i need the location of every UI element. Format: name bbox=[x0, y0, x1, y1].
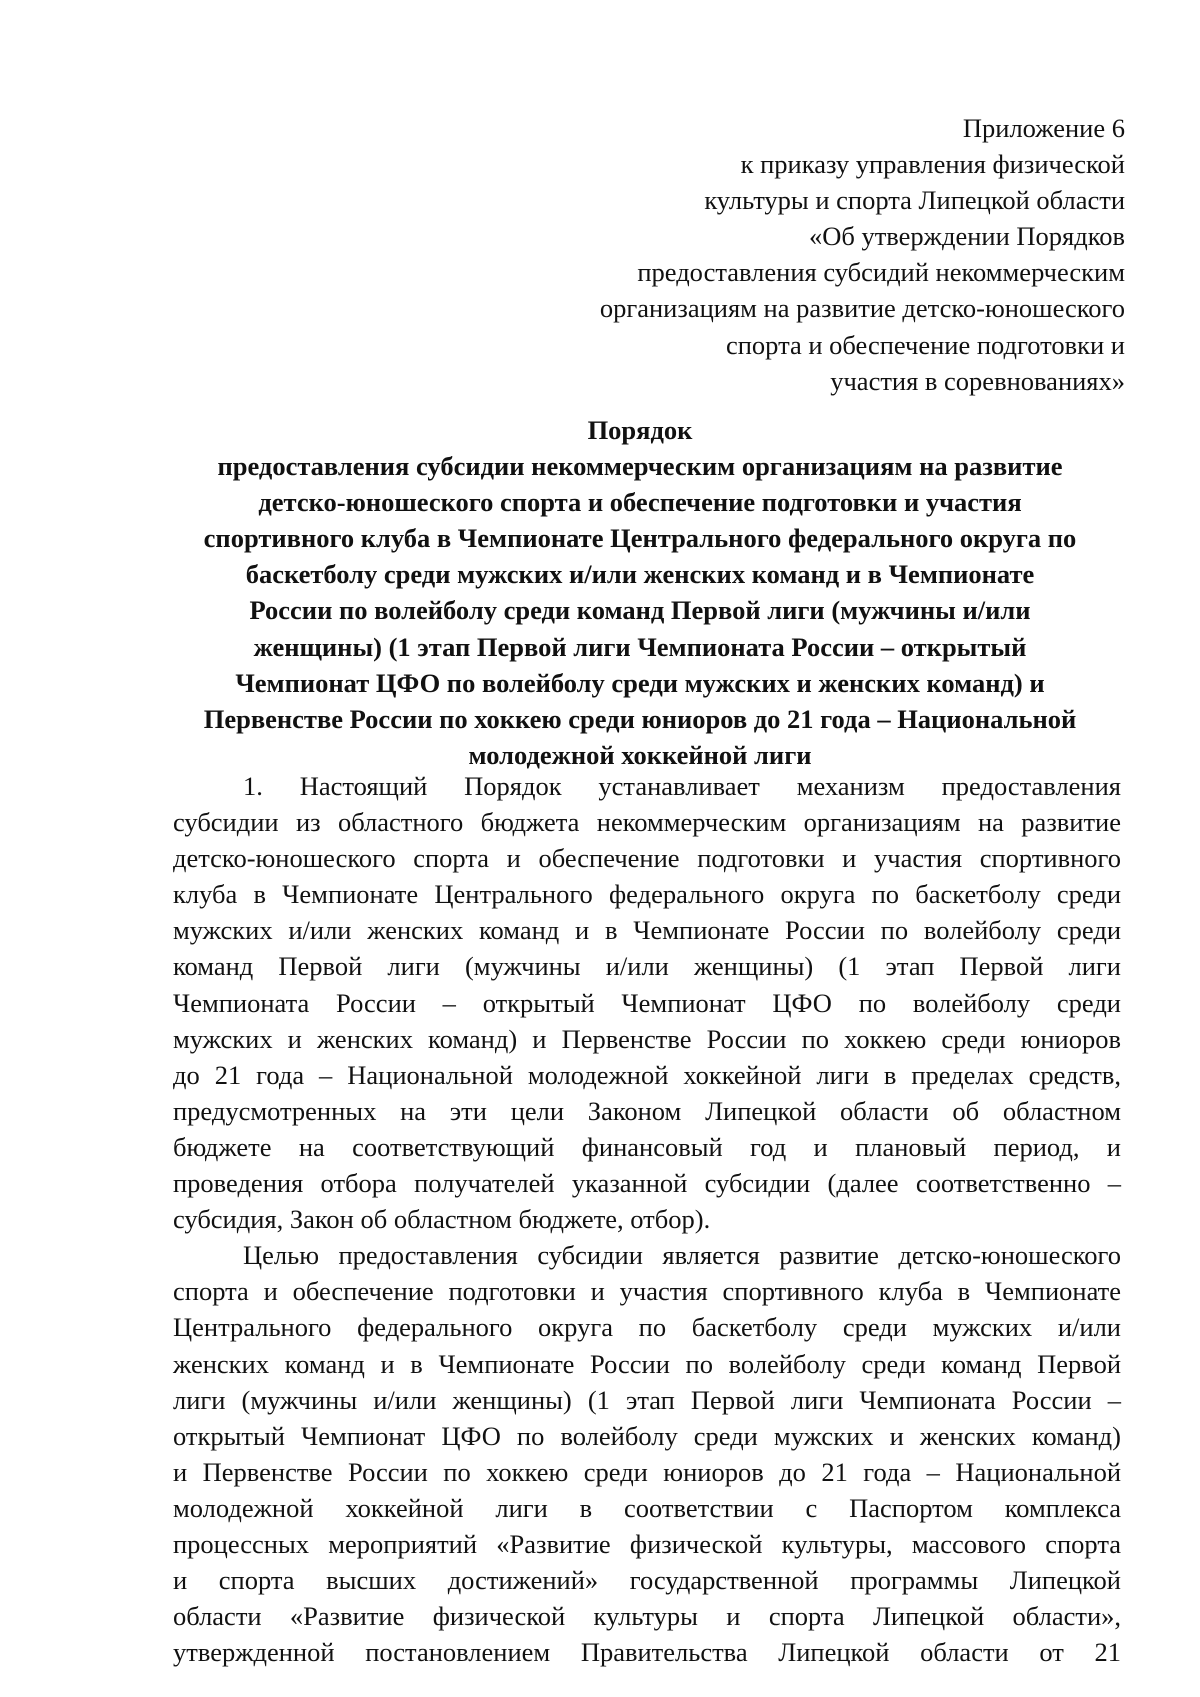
paragraph-line: бюджете на соответствующий финансовый год и плановый период, и bbox=[173, 1131, 1121, 1162]
title-line: баскетболу среди мужских и/или женских команд и в Чемпионате bbox=[245, 559, 1035, 590]
appendix-header bbox=[505, 110, 1125, 399]
paragraph-2 bbox=[173, 1237, 1121, 1670]
paragraph-line: 1. Настоящий Порядок устанавливает механизм предоставления bbox=[243, 771, 1121, 801]
paragraph-line: Целью предоставления субсидии является развитие детско-юношеского bbox=[243, 1240, 1121, 1271]
title-line: предоставления субсидии некоммерческим организациям на развитие bbox=[217, 451, 1063, 482]
paragraph-line: лиги (мужчины и/или женщины) (1 этап Первой лиги Чемпионата России – bbox=[173, 1384, 1121, 1415]
title-line: молодежной хоккейной лиги bbox=[468, 739, 812, 770]
title-line: России по волейболу среди команд Первой лиги (мужчины и/или bbox=[249, 595, 1031, 626]
title-line: Чемпионат ЦФО по волейболу среди мужских и женских команд) и bbox=[235, 667, 1045, 698]
appendix-line: организациям на развитие детско-юношеского bbox=[599, 293, 1125, 324]
document-title bbox=[150, 412, 1130, 773]
paragraph-line: до 21 года – Национальной молодежной хоккейной лиги в пределах средств, bbox=[173, 1059, 1121, 1090]
paragraph-1 bbox=[173, 768, 1121, 1237]
paragraph-line: проведения отбора получателей указанной субсидии (далее соответственно – bbox=[173, 1168, 1121, 1199]
appendix-line: «Об утверждении Порядков bbox=[808, 221, 1125, 252]
appendix-line: спорта и обеспечение подготовки и bbox=[725, 329, 1125, 360]
title-line: Первенстве России по хоккею среди юниоров до 21 года – Национальной bbox=[203, 703, 1077, 734]
paragraph-line: открытый Чемпионат ЦФО по волейболу среди мужских и женских команд) bbox=[173, 1420, 1121, 1451]
paragraph-line: мужских и женских команд) и Первенстве России по хоккею среди юниоров bbox=[173, 1023, 1121, 1054]
appendix-line: участия в соревнованиях» bbox=[830, 365, 1125, 396]
appendix-line: к приказу управления физической bbox=[740, 149, 1125, 180]
paragraph-line: спорта и обеспечение подготовки и участия спортивного клуба в Чемпионате bbox=[173, 1276, 1121, 1307]
paragraph-line: и Первенстве России по хоккею среди юниоров до 21 года – Национальной bbox=[173, 1456, 1121, 1487]
paragraph-line: утвержденной постановлением Правительства Липецкой области от 21 bbox=[173, 1637, 1121, 1668]
paragraph-line: молодежной хоккейной лиги в соответствии с Паспортом комплекса bbox=[173, 1492, 1121, 1523]
paragraph-line: Чемпионата России – открытый Чемпионат ЦФО по волейболу среди bbox=[173, 987, 1121, 1018]
paragraph-line: и спорта высших достижений» государственной программы Липецкой bbox=[173, 1565, 1121, 1596]
title-line: детско-юношеского спорта и обеспечение подготовки и участия bbox=[258, 487, 1022, 518]
paragraph-line: области «Развитие физической культуры и спорта Липецкой области», bbox=[173, 1601, 1121, 1632]
title-line: женщины) (1 этап Первой лиги Чемпионата России – открытый bbox=[253, 631, 1027, 662]
paragraph-line: мужских и/или женских команд и в Чемпионате России по волейболу среди bbox=[173, 915, 1121, 946]
paragraph-line: женских команд и в Чемпионате России по волейболу среди команд Первой bbox=[173, 1348, 1121, 1379]
paragraph-line: детско-юношеского спорта и обеспечение подготовки и участия спортивного bbox=[173, 843, 1121, 874]
paragraph-line: субсидии из областного бюджета некоммерческим организациям на развитие bbox=[173, 807, 1121, 838]
appendix-line: культуры и спорта Липецкой области bbox=[704, 185, 1125, 216]
paragraph-line: предусмотренных на эти цели Законом Липецкой области об областном bbox=[173, 1095, 1121, 1126]
title-line: спортивного клуба в Чемпионате Центрального федерального округа по bbox=[203, 523, 1077, 554]
paragraph-line: процессных мероприятий «Развитие физической культуры, массового спорта bbox=[173, 1528, 1121, 1559]
title-line: Порядок bbox=[587, 415, 693, 445]
paragraph-line: клуба в Чемпионате Центрального федерального округа по баскетболу среди bbox=[173, 879, 1121, 910]
paragraph-line: команд Первой лиги (мужчины и/или женщины) (1 этап Первой лиги bbox=[173, 951, 1121, 982]
appendix-line: Приложение 6 bbox=[962, 113, 1125, 143]
document-body bbox=[173, 768, 1121, 1670]
paragraph-line: Центрального федерального округа по баскетболу среди мужских и/или bbox=[173, 1312, 1121, 1343]
paragraph-line: субсидия, Закон об областном бюджете, отбор). bbox=[173, 1204, 711, 1235]
appendix-line: предоставления субсидий некоммерческим bbox=[637, 257, 1125, 288]
